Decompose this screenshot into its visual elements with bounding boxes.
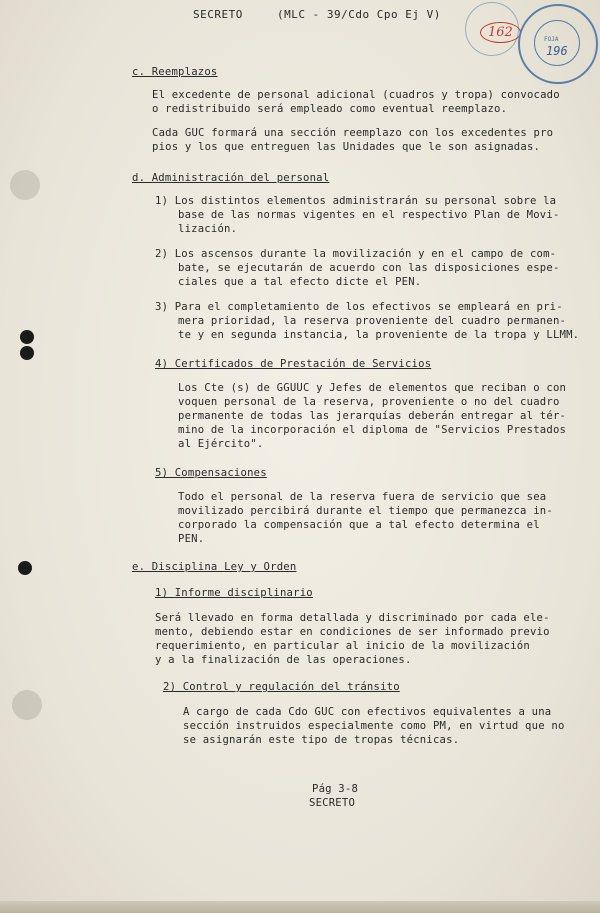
section-e1-line: y a la finalización de las operaciones. [155,654,412,666]
stamp-folio-label: FOJA [544,36,559,43]
section-d5-line: PEN. [178,533,205,545]
section-e2-line: se asignarán este tipo de tropas técnicas. [183,734,460,746]
section-e-title: e. Disciplina Ley y Orden [132,561,297,573]
punch-hole [18,561,32,575]
section-d5-line: Todo el personal de la reserva fuera de servicio que sea [178,491,547,503]
section-d4-line: al Ejército". [178,438,264,450]
section-d1-line: base de las normas vigentes en el respectivo Plan de Movi- [178,209,560,221]
section-e2-line: A cargo de cada Cdo GUC con efectivos equivalentes a una [183,706,552,718]
section-d2-line: ciales que a tal efecto dicte el PEN. [178,276,422,288]
section-d3-line: te y en segunda instancia, la proveniente de la tropa y LLMM. [178,329,580,341]
stamp-inner-circle [534,20,580,66]
section-e1-title: 1) Informe disciplinario [155,587,313,599]
section-d5-line: movilizado percibirá durante el tiempo que permanezca in- [178,505,553,517]
section-d2-line: bate, se ejecutarán de acuerdo con las disposiciones espe- [178,262,560,274]
section-d4-line: mino de la incorporación el diploma de "Servicios Prestados [178,424,567,436]
section-d4-line: Los Cte (s) de GGUUC y Jefes de elementos que reciban o con [178,382,567,394]
page-bottom-edge [0,901,600,913]
footer-page-number: Pág 3-8 [312,783,359,795]
handwritten-number: 162 [480,22,521,43]
stamp-folio-number: 196 [546,44,568,58]
section-e1-line: Será llevado en forma detallada y discriminado por cada ele- [155,612,550,624]
punch-hole [20,330,34,344]
section-e1-line: mento, debiendo estar en condiciones de ser informado previo [155,626,550,638]
footer-classification: SECRETO [309,797,356,809]
section-d3-line: 3) Para el completamiento de los efectivos se empleará en pri- [155,301,563,313]
section-d4-title: 4) Certificados de Prestación de Servicios [155,358,432,370]
header-reference: (MLC - 39/Cdo Cpo Ej V) [277,8,441,21]
official-stamp [518,4,598,84]
section-d4-line: permanente de todas las jerarquías deberán entregar al tér- [178,410,567,422]
section-c-line: o redistribuido será empleado como eventual reemplazo. [152,103,508,115]
header-classification: SECRETO [193,8,243,21]
punch-hole [20,346,34,360]
section-d-title: d. Administración del personal [132,172,330,184]
section-d2-line: 2) Los ascensos durante la movilización y en el campo de com- [155,248,557,260]
section-c-line: Cada GUC formará una sección reemplazo con los excedentes pro [152,127,554,139]
page-smudge [12,690,42,720]
section-d3-line: mera prioridad, la reserva proveniente del cuadro permanen- [178,315,567,327]
section-c-line: pios y los que entreguen las Unidades que le son asignadas. [152,141,541,153]
section-e2-line: sección instruidos especialmente como PM, en virtud que no [183,720,565,732]
section-e2-title: 2) Control y regulación del tránsito [163,681,400,693]
section-e1-line: requerimiento, en particular al inicio de la movilización [155,640,530,652]
section-c-title: c. Reemplazos [132,66,218,78]
section-d1-line: lización. [178,223,238,235]
section-d1-line: 1) Los distintos elementos administrarán su personal sobre la [155,195,557,207]
page-smudge [10,170,40,200]
section-d5-title: 5) Compensaciones [155,467,267,479]
section-d4-line: voquen personal de la reserva, proveniente o no del cuadro [178,396,560,408]
section-c-line: El excedente de personal adicional (cuadros y tropa) convocado [152,89,560,101]
section-d5-line: corporado la compensación que a tal efecto determina el [178,519,540,531]
